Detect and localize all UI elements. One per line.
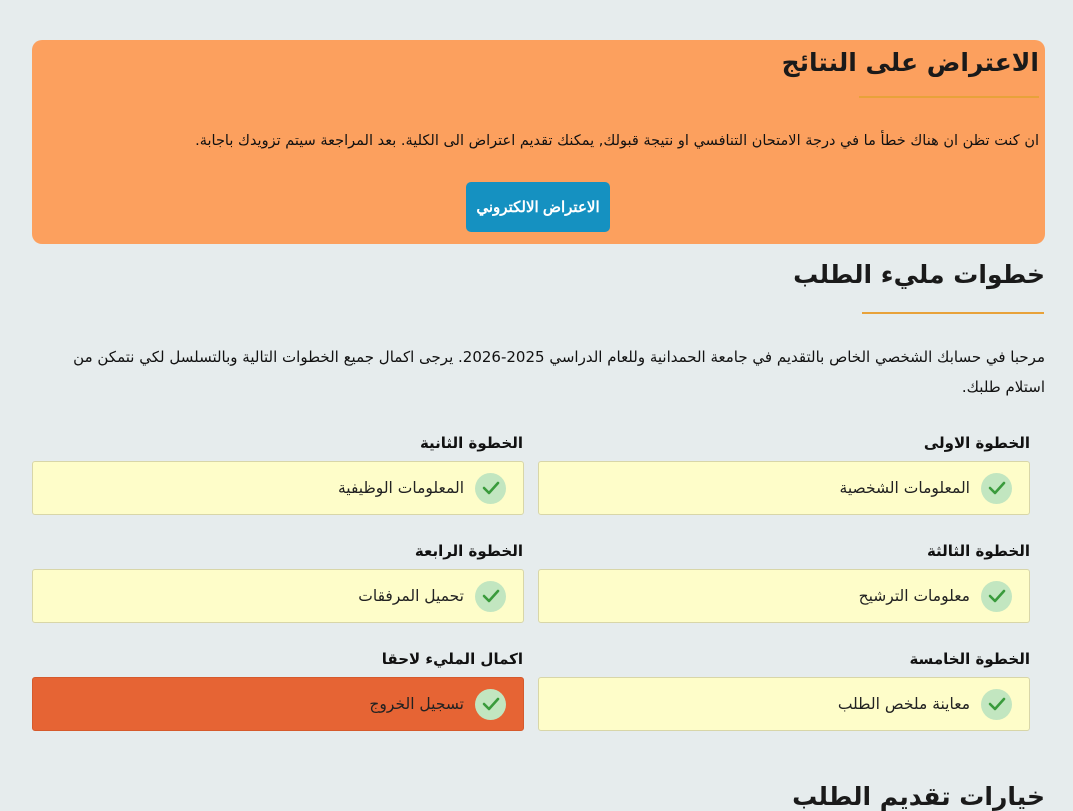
check-icon bbox=[475, 689, 506, 720]
step-4-label: الخطوة الرابعة bbox=[414, 542, 523, 560]
step-5-preview-summary-card[interactable] bbox=[538, 677, 1030, 731]
submission-options-title: خيارات تقديم الطلب bbox=[792, 782, 1045, 811]
objection-title: الاعتراض على النتائج bbox=[781, 48, 1039, 77]
objection-description: ان كنت تظن ان هناك خطأ ما في درجة الامتحان التنافسي او نتيجة قبولك, يمكنك تقديم اعتراض الى الكلية. بعد المراجعة سيتم تزويدك باجابة. bbox=[195, 133, 1039, 149]
step-3-action: معلومات الترشيح bbox=[858, 587, 970, 605]
complete-later-label: اكمال المليء لاحقا bbox=[381, 650, 523, 668]
check-icon bbox=[981, 581, 1012, 612]
step-2-action: المعلومات الوظيفية bbox=[337, 479, 464, 497]
step-5-action: معاينة ملخص الطلب bbox=[837, 695, 970, 713]
objection-panel bbox=[32, 40, 1045, 244]
step-5-label: الخطوة الخامسة bbox=[909, 650, 1030, 668]
step-2-job-info-card[interactable] bbox=[32, 461, 524, 515]
step-3-label: الخطوة الثالثة bbox=[926, 542, 1030, 560]
step-2-label: الخطوة الثانية bbox=[419, 434, 523, 452]
step-1-label: الخطوة الاولى bbox=[923, 434, 1030, 452]
check-icon bbox=[475, 473, 506, 504]
step-3-nomination-info-card[interactable] bbox=[538, 569, 1030, 623]
logout-button[interactable] bbox=[32, 677, 524, 731]
check-icon bbox=[475, 581, 506, 612]
step-4-upload-attachments-card[interactable] bbox=[32, 569, 524, 623]
step-1-action: المعلومات الشخصية bbox=[839, 479, 970, 497]
steps-title-underline bbox=[862, 312, 1044, 314]
objection-title-underline bbox=[859, 96, 1039, 98]
steps-title: خطوات مليء الطلب bbox=[793, 260, 1045, 289]
check-icon bbox=[981, 689, 1012, 720]
steps-intro: مرحبا في حسابك الشخصي الخاص بالتقديم في جامعة الحمدانية وللعام الدراسي 2025-2026. يرجى اكمال جميع الخطوات التالية وبالتسلسل لكي نتمكن من استلام طلبك. bbox=[73, 348, 1045, 396]
step-1-personal-info-card[interactable] bbox=[538, 461, 1030, 515]
check-icon bbox=[981, 473, 1012, 504]
electronic-objection-button[interactable]: الاعتراض الالكتروني bbox=[466, 182, 610, 232]
step-4-action: تحميل المرفقات bbox=[358, 587, 464, 605]
logout-label: تسجيل الخروج bbox=[369, 695, 464, 713]
